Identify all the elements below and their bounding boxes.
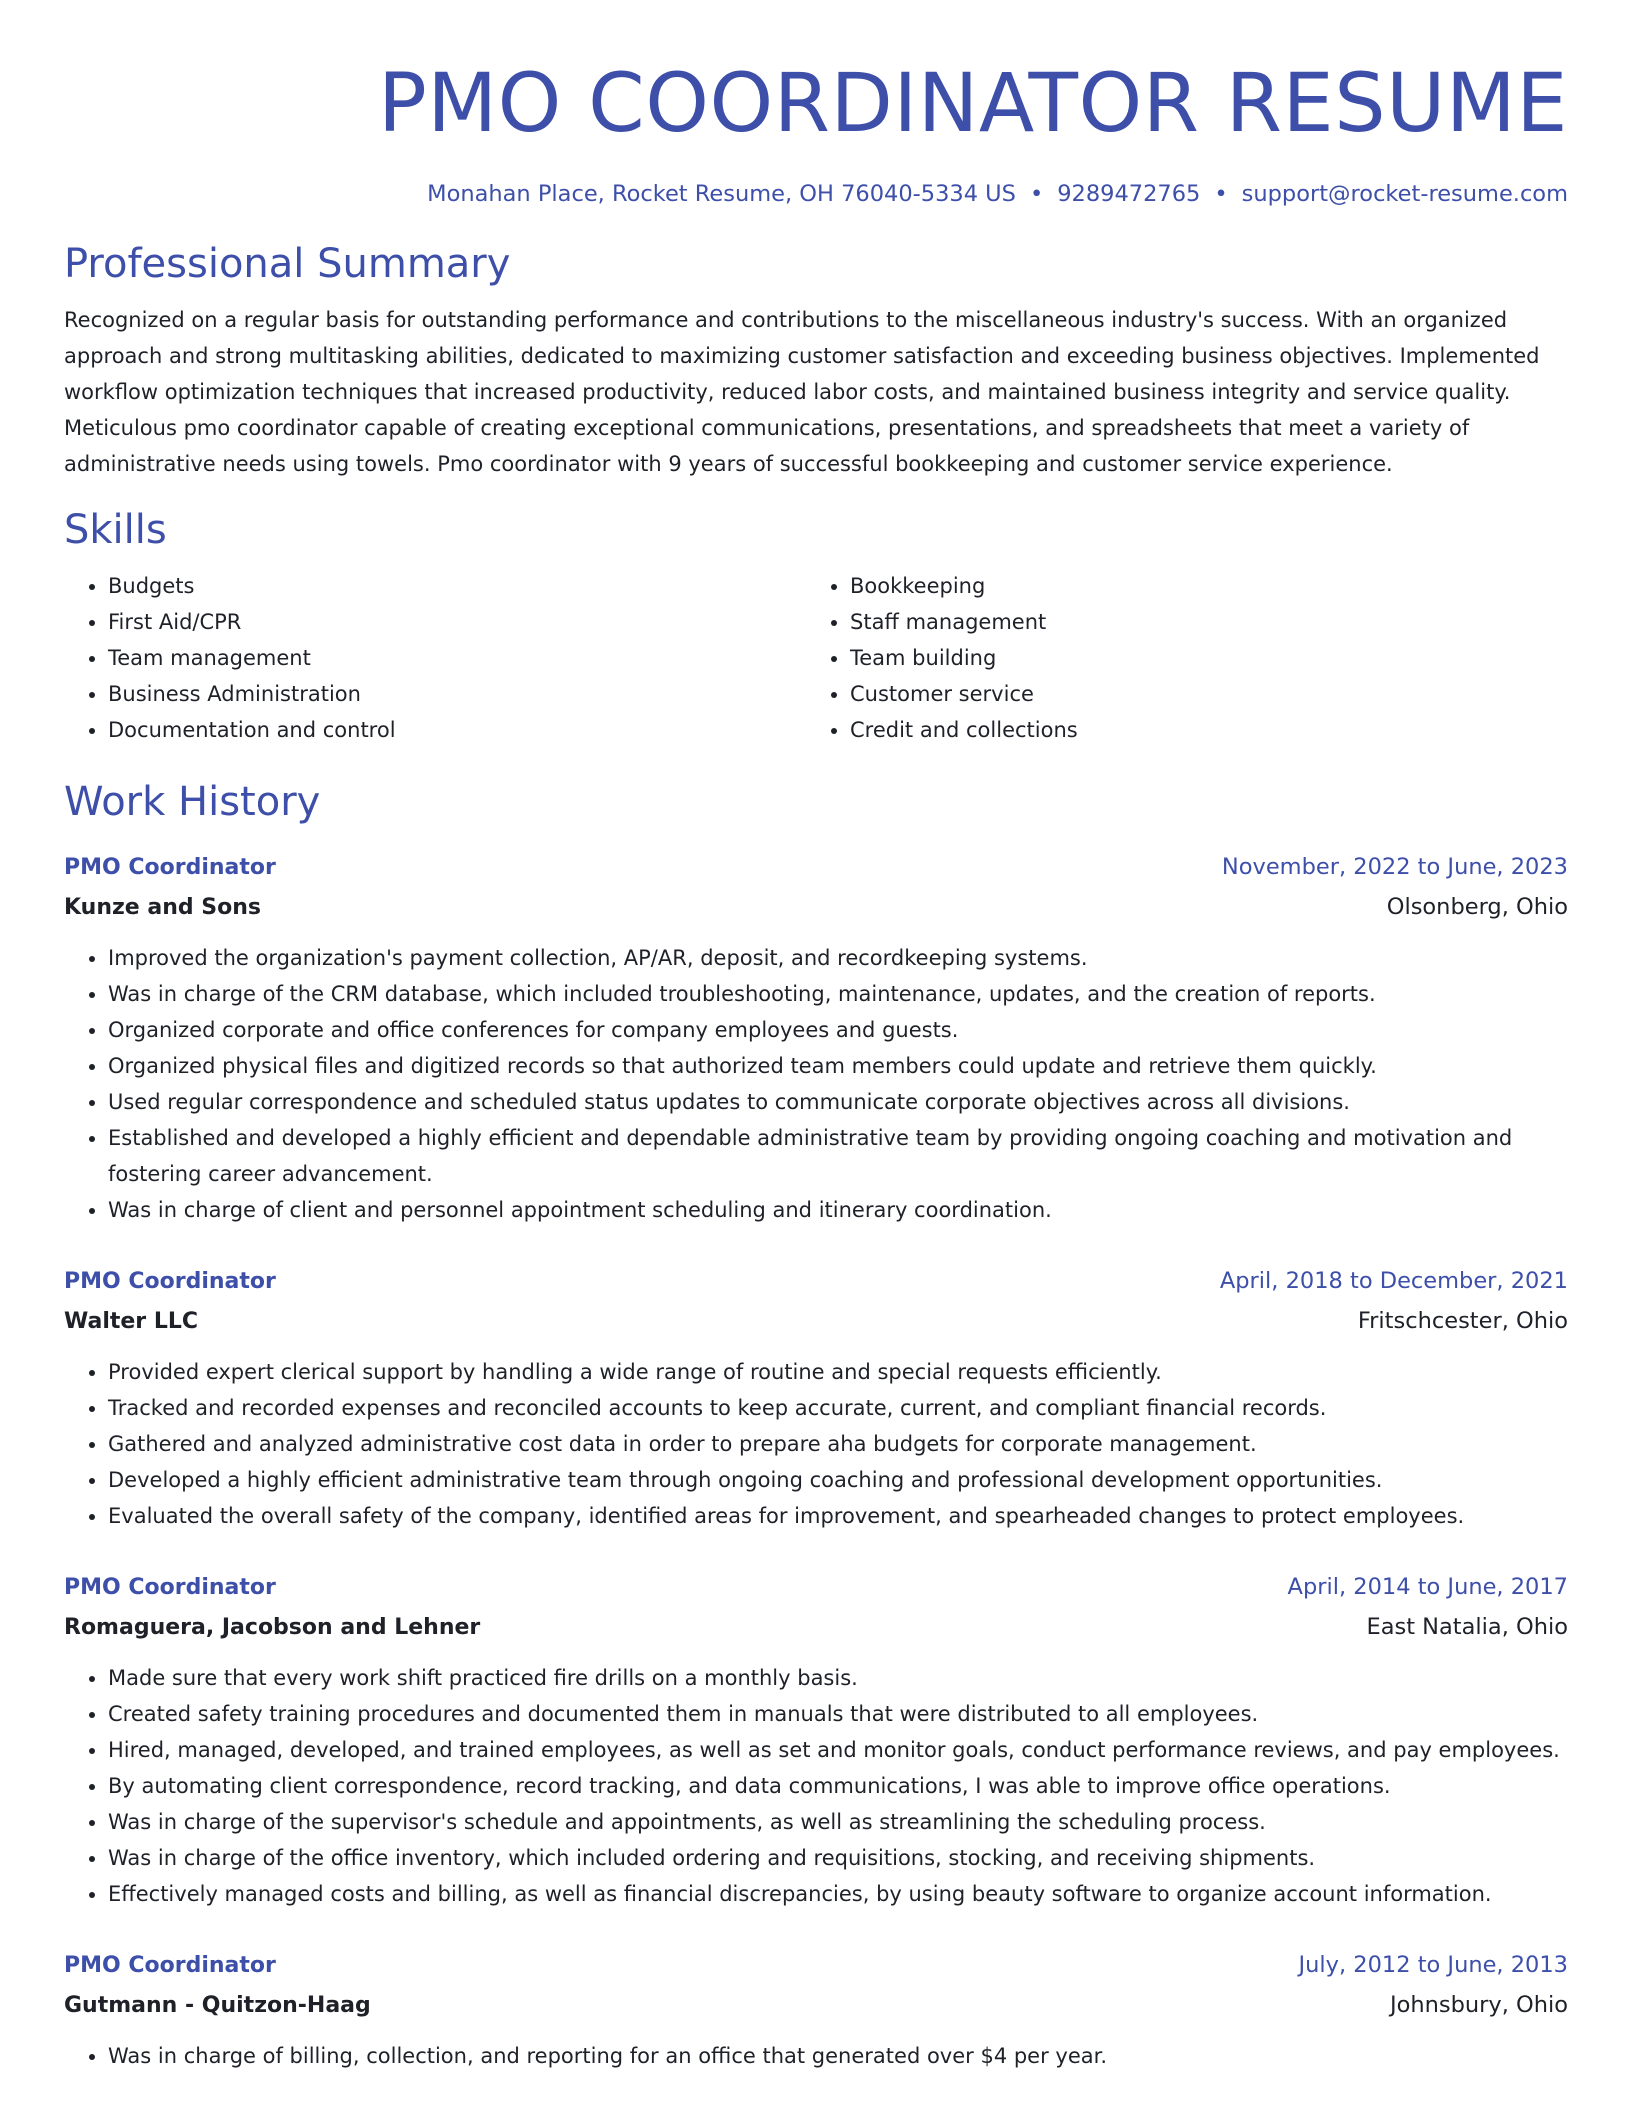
job-duty: • Organized corporate and office conferences for company employees and guests. (108, 1012, 1568, 1048)
skill-item: • Team building (850, 640, 1548, 676)
job-header (64, 1262, 1568, 1301)
job-title: PMO Coordinator (64, 1269, 276, 1294)
job-duty: • Was in charge of client and personnel appointment scheduling and itinerary coordination. (108, 1192, 1568, 1228)
job-dates: July, 2012 to June, 2013 (1298, 1952, 1568, 1978)
job-location: Olsonberg, Ohio (1386, 894, 1568, 920)
job-location: Johnsbury, Ohio (1389, 1992, 1568, 2018)
contact-email[interactable]: support@rocket-resume.com (1241, 181, 1568, 207)
job-duty: • Provided expert clerical support by handling a wide range of routine and special requests efficiently. (108, 1354, 1568, 1390)
job-duty: • Used regular correspondence and scheduled status updates to communicate corporate objectives across all divisions. (108, 1084, 1568, 1120)
job-duty: • Hired, managed, developed, and trained employees, as well as set and monitor goals, conduct performance reviews, and pay employees. (108, 1732, 1568, 1768)
job-duty: • Established and developed a highly efficient and dependable administrative team by providing ongoing coaching and motivation and fostering career advancement. (108, 1120, 1568, 1192)
contact-phone[interactable]: 9289472765 (1057, 181, 1201, 207)
job-subheader (64, 1301, 1568, 1342)
job-duties (64, 1660, 1568, 1912)
summary-text: Recognized on a regular basis for outstanding performance and contributions to the miscellaneous industry's success. With an organized approach and strong multitasking abilities, dedicated to maximizing customer satisfaction and exceeding business objectives. Implemented workflow optimization techniques that increased productivity, reduced labor costs, and maintained business integrity and service quality. Meticulous pmo coordinator capable of creating exceptional communications, presentations, and spreadsheets that meet a variety of administrative needs using towels. Pmo coordinator with 9 years of successful bookkeeping and customer service experience. (64, 308, 1540, 476)
job-duty: • Evaluated the overall safety of the company, identified areas for improvement, and spearheaded changes to protect employees. (108, 1498, 1568, 1534)
skills-heading: Skills (64, 507, 167, 553)
job-duty: • Was in charge of the office inventory, which included ordering and requisitions, stocking, and receiving shipments. (108, 1840, 1568, 1876)
job-duty: • Improved the organization's payment collection, AP/AR, deposit, and recordkeeping systems. (108, 940, 1568, 976)
job-company: Kunze and Sons (64, 895, 262, 920)
resume-title: PMO COORDINATOR RESUME (377, 57, 1568, 151)
skill-item: • Budgets (108, 568, 806, 604)
job-subheader (64, 1985, 1568, 2026)
job-duties (64, 1354, 1568, 1534)
skill-item: • Documentation and control (108, 712, 806, 748)
skill-item: • Credit and collections (850, 712, 1548, 748)
job-subheader (64, 1607, 1568, 1648)
contact-line (64, 178, 1568, 210)
job-location: Fritschcester, Ohio (1357, 1308, 1568, 1334)
job-duties (64, 940, 1568, 1228)
job-header (64, 1946, 1568, 1985)
summary-heading: Professional Summary (64, 241, 511, 287)
skill-item: • Business Administration (108, 676, 806, 712)
job-company: Gutmann - Quitzon-Haag (64, 1993, 371, 2018)
job-header (64, 1568, 1568, 1607)
job-entry (64, 1946, 1568, 2074)
resume-page (64, 0, 1568, 2074)
job-dates: April, 2018 to December, 2021 (1219, 1268, 1568, 1294)
job-title: PMO Coordinator (64, 1953, 276, 1978)
job-title: PMO Coordinator (64, 1575, 276, 1600)
job-duty: • Was in charge of billing, collection, and reporting for an office that generated over $4 per year. (108, 2038, 1568, 2074)
job-duty: • Organized physical files and digitized records so that authorized team members could update and retrieve them quickly. (108, 1048, 1568, 1084)
job-duty: • Was in charge of the CRM database, which included troubleshooting, maintenance, updates, and the creation of reports. (108, 976, 1568, 1012)
job-dates: April, 2014 to June, 2017 (1287, 1574, 1568, 1600)
skill-item: • First Aid/CPR (108, 604, 806, 640)
contact-address: Monahan Place, Rocket Resume, OH 76040-5334 US (427, 181, 1016, 207)
job-location: East Natalia, Ohio (1366, 1614, 1568, 1640)
work-history-heading: Work History (64, 779, 321, 825)
job-company: Romaguera, Jacobson and Lehner (64, 1615, 481, 1640)
skill-item: • Customer service (850, 676, 1548, 712)
job-entry (64, 1568, 1568, 1912)
job-duty: • Gathered and analyzed administrative cost data in order to prepare aha budgets for corporate management. (108, 1426, 1568, 1462)
skills-column-left (64, 568, 806, 748)
job-title: PMO Coordinator (64, 855, 276, 880)
job-dates: November, 2022 to June, 2023 (1221, 854, 1568, 880)
contact-separator: • (1214, 181, 1228, 207)
job-duty: • Tracked and recorded expenses and reconciled accounts to keep accurate, current, and compliant financial records. (108, 1390, 1568, 1426)
job-company: Walter LLC (64, 1309, 198, 1334)
job-subheader (64, 887, 1568, 928)
skill-item: • Team management (108, 640, 806, 676)
job-entry (64, 1262, 1568, 1534)
job-duty: • Created safety training procedures and documented them in manuals that were distributed to all employees. (108, 1696, 1568, 1732)
skills-list (64, 568, 1568, 748)
job-entry (64, 848, 1568, 1228)
job-header (64, 848, 1568, 887)
skill-item: • Bookkeeping (850, 568, 1548, 604)
job-duty: • Developed a highly efficient administrative team through ongoing coaching and professional development opportunities. (108, 1462, 1568, 1498)
job-duties (64, 2038, 1568, 2074)
skills-column-right (806, 568, 1548, 748)
contact-separator: • (1029, 181, 1044, 207)
job-duty: • Effectively managed costs and billing, as well as financial discrepancies, by using beauty software to organize account information. (108, 1876, 1568, 1912)
skill-item: • Staff management (850, 604, 1548, 640)
job-duty: • By automating client correspondence, record tracking, and data communications, I was able to improve office operations. (108, 1768, 1568, 1804)
job-duty: • Was in charge of the supervisor's schedule and appointments, as well as streamlining the scheduling process. (108, 1804, 1568, 1840)
job-duty: • Made sure that every work shift practiced fire drills on a monthly basis. (108, 1660, 1568, 1696)
